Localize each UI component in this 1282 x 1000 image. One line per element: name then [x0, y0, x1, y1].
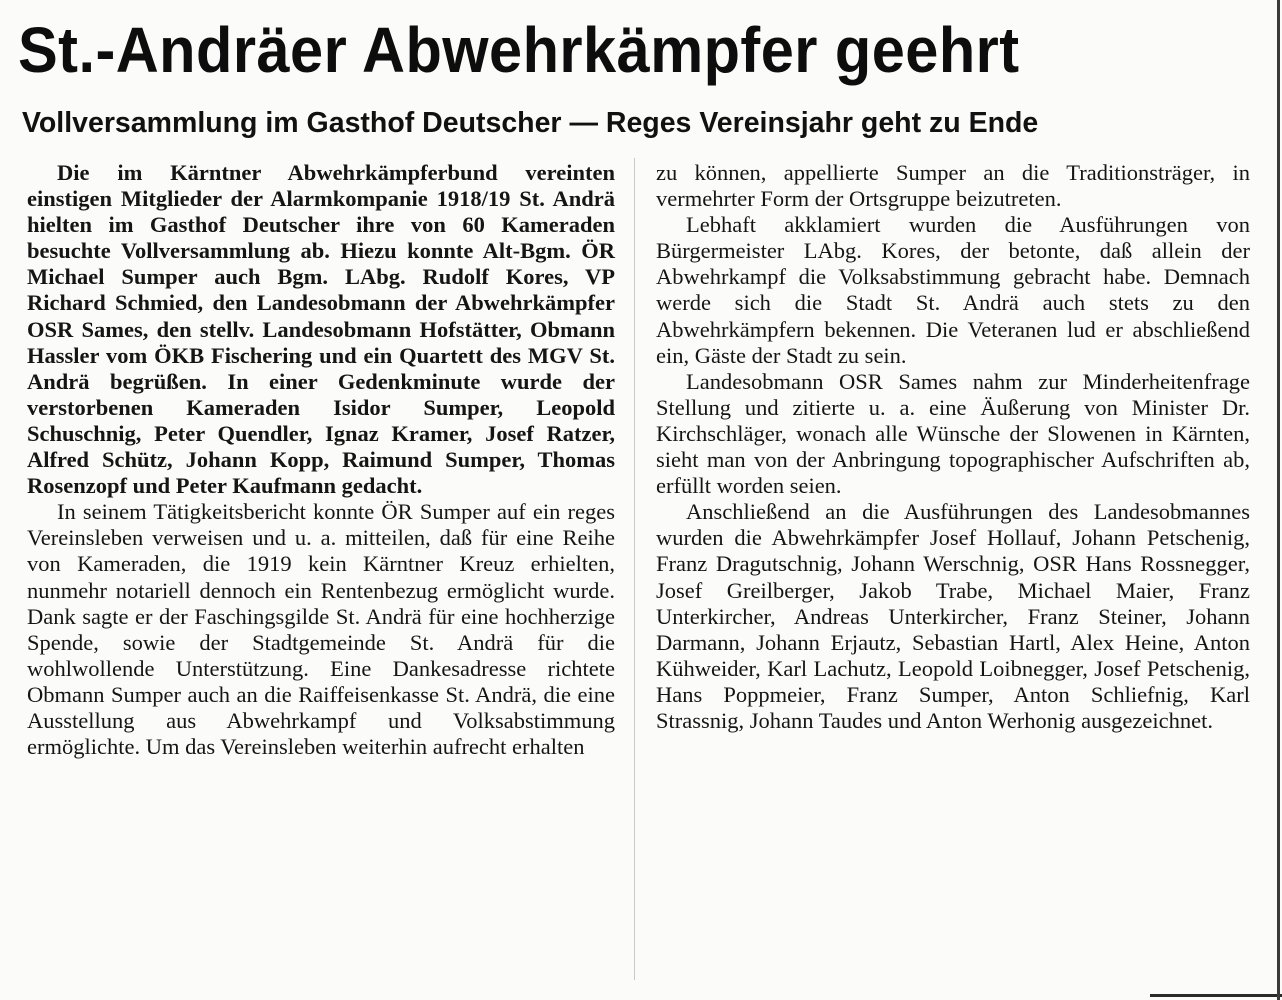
bottom-rule: [1150, 994, 1282, 997]
body-paragraph-kores: Lebhaft akklamiert wurden die Ausführungen von Bürgermeister LAbg. Kores, der betonte, daß allein der Abwehrkampf die Volksabstimmung gebracht habe. Demnach werde sich die Stadt St. Andrä auch stets zu den Abwehrkämpfern bekennen. Die Veteranen lud er abschließend ein, Gäste der Stadt zu sein.: [656, 212, 1250, 368]
body-paragraph-ehrung: Anschließend an die Ausführungen des Landesobmannes wurden die Abwehrkämpfer Josef Hollauf, Johann Petschenig, Franz Dragutschnig, Johann Werschnig, OSR Hans Rossnegger, Josef Greilberger, Jakob Trabe, Michael Maier, Franz Unterkircher, Andreas Unterkircher, Franz Steiner, Johann Darmann, Johann Erjautz, Sebastian Hartl, Alex Heine, Anton Kühweider, Karl Lachutz, Leopold Loibnegger, Josef Petschenig, Hans Poppmeier, Franz Sumper, Anton Schliefnig, Karl Strassnig, Johann Taudes und Anton Werhonig ausgezeichnet.: [656, 499, 1250, 733]
lead-paragraph: Die im Kärntner Abwehrkämpferbund vereinten einstigen Mitglieder der Alarmkompanie 1918/19 St. Andrä hielten im Gasthof Deutscher ihre von 60 Kameraden besuchte Vollversammlung ab. Hiezu konnte Alt-Bgm. ÖR Michael Sumper auch Bgm. LAbg. Rudolf Kores, VP Richard Schmied, den Landesobmann der Abwehrkämpfer OSR Sames, den stellv. Landesobmann Hofstätter, Obmann Hassler vom ÖKB Fischering und ein Quartett des MGV St. Andrä begrüßen. In einer Gedenkminute wurde der verstorbenen Kameraden Isidor Sumper, Leopold Schuschnig, Peter Quendler, Ignaz Kramer, Josef Ratzer, Alfred Schütz, Johann Kopp, Raimund Sumper, Thomas Rosenzopf und Peter Kaufmann gedacht.: [27, 160, 615, 499]
article-column-right: [656, 160, 1250, 734]
body-paragraph-continued: zu können, appellierte Sumper an die Traditionsträger, in vermehrter Form der Ortsgruppe beizutreten.: [656, 160, 1250, 212]
page-edge: [1277, 0, 1280, 1000]
article-column-left: [27, 160, 615, 760]
article-headline: St.-Andräer Abwehrkämpfer geehrt: [18, 14, 1020, 86]
column-divider: [634, 158, 635, 980]
body-paragraph-taetigkeitsbericht: In seinem Tätigkeitsbericht konnte ÖR Sumper auf ein reges Vereinsleben verweisen und u. a. mitteilen, daß für eine Reihe von Kameraden, die 1919 kein Kärntner Kreuz erhielten, nunmehr notariell dennoch ein Rentenbezug ermöglicht wurde. Dank sagte er der Faschingsgilde St. Andrä für eine hochherzige Spende, sowie der Stadtgemeinde St. Andrä für die wohlwollende Unterstützung. Eine Dankesadresse richtete Obmann Sumper auch an die Raiffeisenkasse St. Andrä, die eine Ausstellung aus Abwehrkampf und Volksabstimmung ermöglichte. Um das Vereinsleben weiterhin aufrecht erhalten: [27, 499, 615, 760]
body-paragraph-sames: Landesobmann OSR Sames nahm zur Minderheitenfrage Stellung und zitierte u. a. eine Äußerung von Minister Dr. Kirchschläger, wonach alle Wünsche der Slowenen in Kärnten, sieht man von der Anbringung topographischer Aufschriften ab, erfüllt worden seien.: [656, 368, 1250, 499]
article-subheadline: Vollversammlung im Gasthof Deutscher — Reges Vereinsjahr geht zu Ende: [22, 107, 1039, 139]
